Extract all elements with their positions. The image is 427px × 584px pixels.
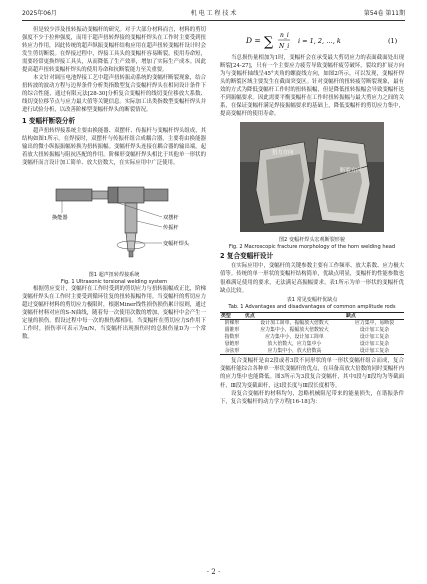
equation-number: (1): [388, 37, 398, 45]
header-date: 2025年06月: [22, 10, 57, 17]
leader-line: [118, 203, 162, 217]
table-cell: 应力集中，易断裂: [354, 320, 395, 327]
paragraph: 在实际应用中，变幅杆的关键参数主要有工作频率、放大系数、应力极大值等。传统的单一形状的变幅杆结构简单，优缺点明显，变幅杆的性能参数也很难满足使用的要求，无法满足高振幅要求。表1所示为单一形状的变幅杆优缺点比较。: [220, 263, 404, 294]
figure-1: [22, 169, 206, 285]
paragraph: 但是较少涉及扭转振动变幅杆的研究。对于大部分材料而言，材料的剪切强度不少于拉伸强度，而用于超声扭转焊接的变幅杆焊头在工作时主要受到扭转应力作用，因此传统的超声纵振变幅杆结构应用在超声扭转变幅杆设计时会发生剪切断裂。在焊接过程中，焊接工具头的变幅杆容易断裂，使用寿命短，需要经常更换焊接工具头，从而降低了生产效率，增加了实际生产成本。因此提高超声扭转变幅杆焊头的使用寿命和抗断裂能力至关重要。: [22, 27, 206, 74]
section-heading: 2 复合变幅杆设计: [220, 252, 274, 261]
formula-numerator: n_i: [280, 32, 289, 39]
paragraph: 复合变幅杆是由2段或者3段不同形状的单一形状变幅杆组合而成，复合变幅杆能综合各种单一形状变幅杆的优点，在具备高放大倍数的同时变幅杆内的应力集中也能降低。图3所示为3段复合变幅杆，其中Ⅰ段与Ⅱ段均为等截面杆，Ⅲ段为变截面杆，这Ⅰ段长度与Ⅲ段长度相等。: [220, 358, 404, 389]
table-header: 缺点: [345, 312, 404, 320]
paragraph: 设复合变幅杆的材料均匀，忽略机械阻尼带来的能量损失，在谐振条件下，复合变幅杆的动力学方程[16-18]为：: [220, 390, 404, 405]
table-header: 类型: [220, 312, 244, 320]
table-cell: 设计加工复杂: [345, 348, 404, 355]
table-row: [220, 327, 404, 334]
running-header: [22, 8, 405, 18]
table-cell: 余弦形: [220, 348, 244, 355]
right-column: [220, 26, 404, 406]
table-1: [220, 312, 404, 356]
paragraph: 根据剪应变计，变幅杆在工作时受到的剪切应力与扭转振幅成正比，阶梯变幅杆焊头在工作时主要受到循环往复的扭转振幅作用。当变幅杆的剪切应力超过变幅杆材料的剪切应力极限时，根据Miner线性损伤损伤累计原则，通过变幅杆材料对应的S-N曲线，随着每一次使用次数的增加，变幅杆中会产生一定量的损伤。假设过程中每一次的损伤都相同。当变幅杆在剪切应力S作用下工作时，损伤率可表示为n/N，当变幅杆出现损伤时的总损伤量D为一个常数。: [22, 285, 206, 341]
left-column: [22, 26, 206, 341]
double-rocker: [108, 187, 118, 203]
table-1-caption-en: Tab. 1 Advantages and disadvantages of common amplitude rods: [228, 303, 396, 310]
table-cell: 设计加工简单，振幅放大倍数大: [260, 320, 329, 327]
table-row: [220, 334, 404, 341]
right-fragment-shade: [322, 150, 362, 214]
section-heading: 1 变幅杆断裂分析: [22, 116, 76, 125]
table-cell: 设计加工复杂: [359, 327, 390, 334]
figure-1-caption-en: Fig. 1 Ultrasonic torsional welding system: [60, 278, 168, 285]
table-cell: 应力集中小，放大倍数高: [244, 348, 345, 355]
equation-svg: [220, 26, 404, 54]
transducer-body: [56, 189, 92, 201]
label-horn: 变幅杆焊头: [163, 240, 189, 247]
transducer-front: [92, 191, 108, 199]
header-journal-title: 机 电 工 程 技 术: [190, 10, 237, 17]
figure-2: [220, 120, 404, 250]
label-transducer: 换能器: [52, 214, 68, 221]
header-rule: [22, 20, 405, 21]
welding-system-diagram: [22, 169, 206, 269]
table-cell: 悬链形: [224, 340, 240, 347]
table-cell: 放大倍数大，应力集中小: [267, 340, 322, 347]
horn-tip: [129, 251, 133, 257]
paragraph: 超声扭转焊接系统主要由换能器、双摆杆、传振杆与变幅杆焊头组成，其结构如图1所示。在焊接时，双摆杆与传振杆组合成耦合器，主要将由换能器输出的微小纵振振幅转换为扭转振幅。变幅杆焊头连接在耦合器的输出端，起着放大扭转振幅与阻抗匹配的作用。阶梯形变幅杆焊头相比于其他单一形状的变幅杆而言设计加工简单、放大倍数大，在实际应用中广泛使用。: [22, 127, 206, 166]
sum-sign: ∑: [264, 35, 274, 50]
paragraph: 本文针对调压电池焊接工艺中超声扭转振动系统的变幅杆断裂现象，结合扭转波的波动方程与边界条件分析类指数型复合变幅杆焊头在相同设计条件下的综合性能，通过有限元法[28-30]分析复合变幅杆的线切变位移放大系数、线切变位移节点与应力最大值等关键信息。实际加工出类指数型变幅杆焊头并进行试验分析，以改善阶梯型变幅杆焊头的断裂情况。: [22, 75, 206, 114]
label-fracture-direction: 断裂方向: [340, 168, 362, 175]
table-header: 优点: [244, 312, 345, 320]
table-cell: 应力集中小，振幅放大倍数较大: [260, 327, 329, 334]
transmission-rod: [125, 203, 137, 233]
formula-denominator: N_i: [279, 43, 290, 50]
table-1-caption-cn: 表1 常见变幅杆优缺点: [286, 296, 338, 303]
equation-1: [220, 26, 404, 54]
horn-head: [126, 233, 136, 251]
table-cell: 设计加工复杂: [359, 334, 390, 340]
formula-lhs: D =: [246, 36, 261, 45]
figure-2-caption-en: Fig. 2 Macroscopic fracture morphology of the horn welding head: [228, 244, 396, 251]
formula-condition: i = 1, 2, …, k: [298, 37, 341, 45]
table-cell: 应力集中小，设计加工简单: [265, 334, 324, 340]
table-cell: 设计加工复杂: [359, 340, 390, 347]
leader-line: [137, 221, 162, 227]
table-cell: 圆锥形: [224, 327, 240, 334]
figure-1-caption-cn: 图1 超声扭转焊接系统: [88, 271, 140, 278]
fracture-photo: [220, 120, 404, 234]
table-row: [220, 341, 404, 348]
label-rod: 传振杆: [163, 224, 179, 231]
page-number: · 2 ·: [206, 568, 221, 576]
paragraph: 当总损伤量相加为1时，变幅杆会在承受最大剪切应力的表面截面处出现断裂[24-27]，只有一个主要应力疲劳导致变幅杆疲劳破坏，裂纹的扩展方向为与变幅杆轴线呈45°夹角的螺旋线方向，如图2所示。可以发现，变幅杆焊头的断裂区域主要发生在截面突变区。针对变幅杆的扭转疲劳断裂现象，最有效的方式为降低变幅杆工作时的扭转振幅，但是降低扭转振幅会导致变幅杆达不到振幅要求。因此需要平衡变幅杆在工作时扭转振幅与最大剪应力之间的关系，在保证变幅杆满足焊接振幅要求的基础上，降低变幅杆的剪切应力集中，提高变幅杆的使用寿命。: [220, 55, 404, 118]
table-cell: 指数形: [224, 334, 240, 340]
table-row: [220, 348, 404, 355]
label-torque-direction: 扭力方向: [272, 150, 294, 157]
rocker-plate: [118, 187, 144, 203]
table-cell: 阶梯形: [224, 320, 240, 327]
figure-2-caption-cn: 图2 变幅杆焊头宏观断裂形貌: [279, 237, 345, 244]
header-volume: 第54卷 第11期: [363, 10, 405, 17]
label-rocker: 双摆杆: [163, 214, 179, 221]
left-fragment-shade: [266, 154, 304, 216]
second-transducer: [144, 189, 168, 201]
